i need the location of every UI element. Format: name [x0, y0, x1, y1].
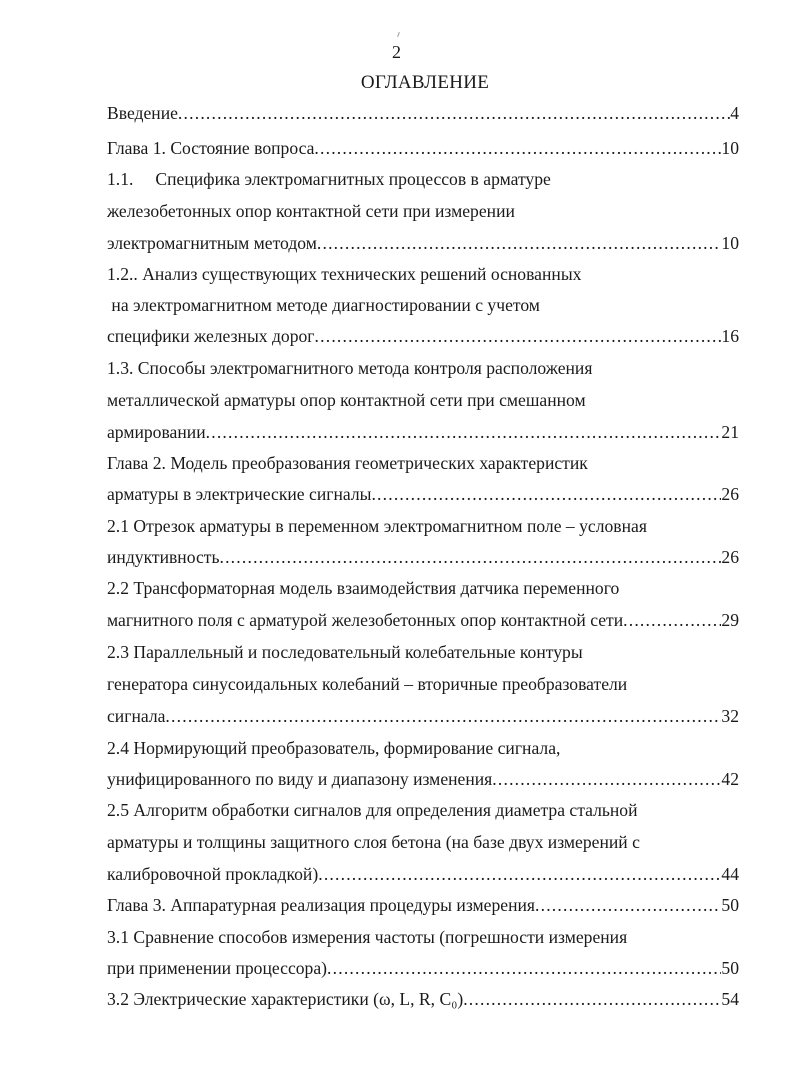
toc-page-number: 4 — [730, 103, 739, 123]
toc-entry-2-2[interactable] — [107, 608, 739, 632]
leader-dots — [327, 956, 721, 980]
toc-entry-chapter-1[interactable] — [107, 136, 739, 160]
toc-entry-text: армировании — [107, 422, 206, 442]
toc-page-number: 26 — [721, 484, 739, 504]
toc-page-number: 54 — [721, 989, 739, 1009]
toc-entry-2-4-line-1: 2.4 Нормирующий преобразователь, формирование сигнала, — [107, 738, 561, 758]
toc-page-number: 21 — [721, 422, 739, 442]
toc-entry-text: Глава 3. Аппаратурная реализация процедуры измерения — [107, 895, 535, 915]
toc-entry-1-2[interactable] — [107, 324, 739, 348]
toc-page-number: 32 — [721, 706, 739, 726]
toc-entry-1-3[interactable] — [107, 420, 739, 444]
toc-entry-text: при применении процессора) — [107, 958, 328, 978]
toc-entry-2-5-line-1: 2.5 Алгоритм обработки сигналов для определения диаметра стальной — [107, 800, 638, 820]
page-number: 2 — [392, 42, 401, 62]
leader-dots — [371, 482, 721, 506]
toc-entry-2-1[interactable] — [107, 545, 739, 569]
toc-entry-1-1[interactable] — [107, 231, 739, 255]
toc-entry-text: сигнала — [107, 706, 166, 726]
toc-entry-1-1-line-2: железобетонных опор контактной сети при измерении — [107, 201, 515, 221]
toc-entry-text: Глава 1. Состояние вопроса — [107, 138, 315, 158]
toc-entry-chapter-2-line-1: Глава 2. Модель преобразования геометрических характеристик — [107, 453, 588, 473]
toc-entry-1-2-line-2: на электромагнитном методе диагностировании с учетом — [107, 295, 540, 315]
leader-dots — [623, 608, 721, 632]
toc-entry-text: унифицированного по виду и диапазону изменения — [107, 769, 493, 789]
toc-entry-1-3-line-2: металлической арматуры опор контактной сети при смешанном — [107, 390, 586, 410]
leader-dots — [314, 136, 721, 160]
toc-entry-1-2-line-1: 1.2.. Анализ существующих технических решений основанных — [107, 264, 582, 284]
toc-entry-2-3-line-2: генератора синусоидальных колебаний – вторичные преобразователи — [107, 674, 628, 694]
toc-entry-text: индуктивность — [107, 547, 220, 567]
toc-page-number: 42 — [721, 769, 739, 789]
toc-entry-2-1-line-1: 2.1 Отрезок арматуры в переменном электромагнитном поле – условная — [107, 516, 647, 536]
toc-entry-text: 3.2 Электрические характеристики (ω, L, R, C₀) — [107, 989, 464, 1009]
toc-entry-chapter-2[interactable] — [107, 482, 739, 506]
leader-dots — [463, 987, 721, 1011]
leader-dots — [318, 862, 721, 886]
toc-entry-text: магнитного поля с арматурой железобетонных опор контактной сети — [107, 610, 624, 630]
toc-page-number: 10 — [721, 138, 739, 158]
toc-entry-text: специфики железных дорог — [107, 326, 315, 346]
leader-dots — [165, 704, 721, 728]
toc-entry-2-5-line-2: арматуры и толщины защитного слоя бетона (на базе двух измерений с — [107, 832, 640, 852]
toc-entry-2-4[interactable] — [107, 767, 739, 791]
leader-dots — [206, 420, 722, 444]
toc-entry-1-1-line-1: 1.1. Специфика электромагнитных процессов в арматуре — [107, 169, 551, 189]
leader-dots — [535, 893, 721, 917]
toc-entry-text: калибровочной прокладкой) — [107, 864, 319, 884]
toc-entry-2-3[interactable] — [107, 704, 739, 728]
toc-entry-text: арматуры в электрические сигналы — [107, 484, 372, 504]
toc-page-number: 50 — [721, 958, 739, 978]
toc-entry-text: Введение — [107, 103, 178, 123]
toc-entry-introduction[interactable] — [107, 101, 739, 125]
leader-dots — [317, 231, 722, 255]
toc-page-number: 29 — [721, 610, 739, 630]
leader-dots — [178, 101, 730, 125]
toc-entry-1-3-line-1: 1.3. Способы электромагнитного метода контроля расположения — [107, 358, 593, 378]
toc-page-number: 26 — [721, 547, 739, 567]
toc-page-number: 16 — [721, 326, 739, 346]
toc-entry-3-1-line-1: 3.1 Сравнение способов измерения частоты (погрешности измерения — [107, 927, 628, 947]
toc-entry-2-2-line-1: 2.2 Трансформаторная модель взаимодействия датчика переменного — [107, 578, 620, 598]
toc-entry-2-5[interactable] — [107, 862, 739, 886]
scan-mark — [397, 32, 400, 37]
toc-page-number: 50 — [721, 895, 739, 915]
toc-entry-chapter-3[interactable] — [107, 893, 739, 917]
toc-entry-text: электромагнитным методом — [107, 233, 317, 253]
toc-entry-3-1[interactable] — [107, 956, 739, 980]
leader-dots — [219, 545, 721, 569]
toc-page-number: 44 — [721, 864, 739, 884]
toc-page-number: 10 — [721, 233, 739, 253]
page-title: ОГЛАВЛЕНИЕ — [360, 72, 490, 93]
toc-entry-2-3-line-1: 2.3 Параллельный и последовательный колебательные контуры — [107, 642, 583, 662]
leader-dots — [315, 324, 722, 348]
toc-entry-3-2[interactable] — [107, 987, 739, 1011]
leader-dots — [492, 767, 721, 791]
